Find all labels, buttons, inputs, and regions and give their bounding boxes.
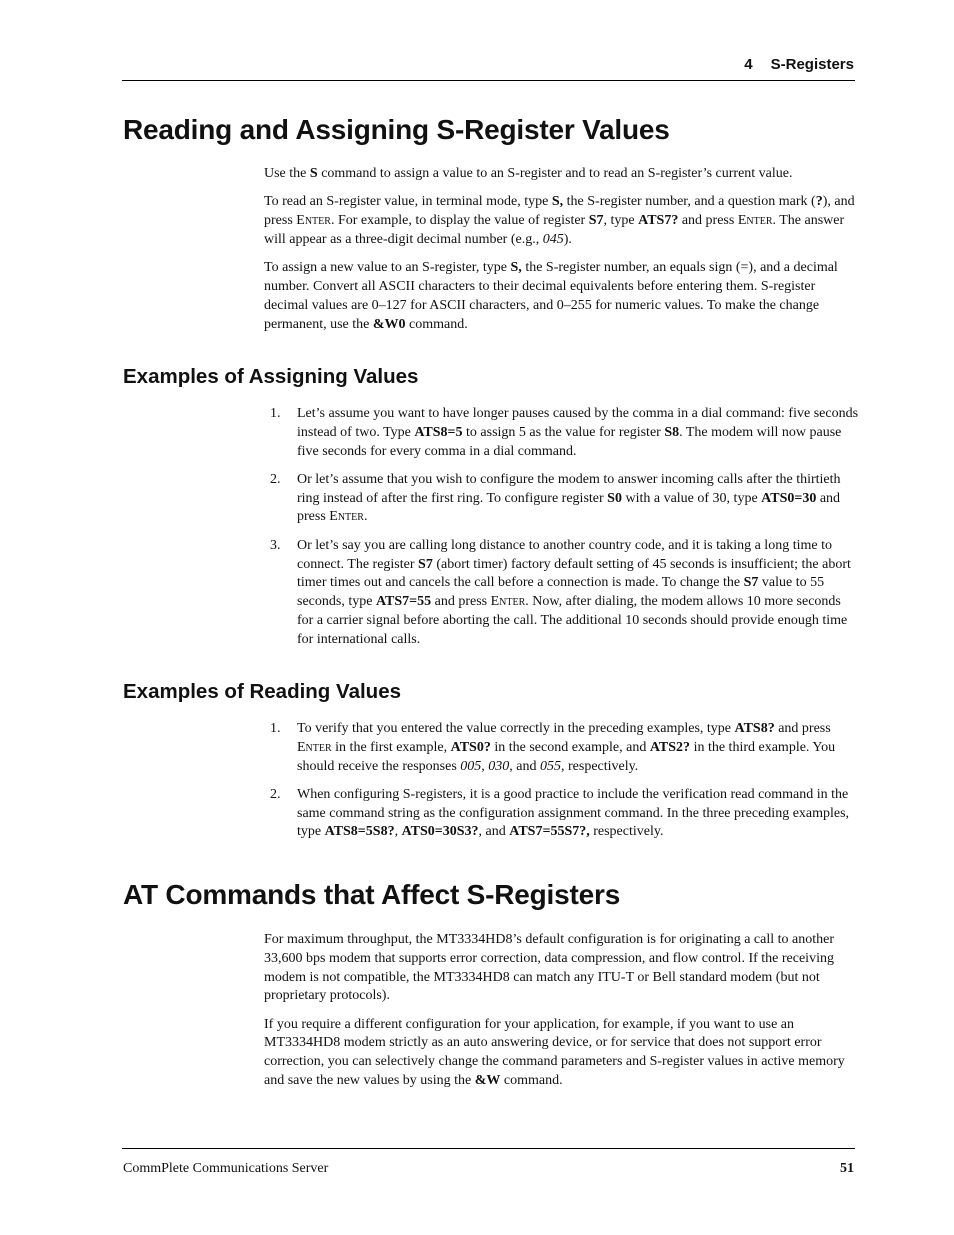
text: and press [431,594,491,610]
response-value: 005 [460,758,482,774]
command-text: S [309,166,318,181]
item-number: 2. [270,471,281,487]
text: in the second example, and [490,739,650,755]
text: ). [563,231,572,247]
command-text: S, [551,194,564,210]
text: Let’s assume you want to have longer pauses caused by the comma in a dial command: five seconds instead of two. Type [297,406,859,440]
text: and press [297,490,841,525]
paragraph [264,1016,859,1091]
text: , type [603,213,639,229]
key-name: Enter [296,213,331,229]
text: (abort timer) factory default setting of 45 seconds is insufficient; the abort timer times out and cancels the call before a connection is made. To change the [297,556,851,591]
assigning-examples-list [270,405,860,659]
text: in the third example. You should receive the responses [297,739,836,774]
list-item [270,405,860,461]
section2-body [264,931,859,1100]
paragraph: For maximum throughput, the MT3334HD8’s default configuration is for originating a call to another 33,600 bps modem that supports error correction, data compression, and flow control. If the receiving modem is not compatible, the MT3334HD8 can match any ITU-T or Bell standard modem (but not proprietary protocols). [264,932,835,1004]
command-text: ATS7? [638,213,679,229]
text: . Now, after dialing, the modem allows 10 more seconds for a carrier signal before aborting the call. The additional 10 seconds should provide enough time for international calls. [297,594,848,647]
text: . The answer will appear as a three-digit decimal number (e.g., [264,213,845,247]
page-number: 51 [840,1161,854,1176]
text: to assign 5 as the value for register [462,424,665,440]
command-text: ATS7=55S7?, [509,824,590,840]
command-text: S7 [743,575,759,591]
response-value: 045 [542,231,564,247]
key-name: Enter [329,509,364,525]
command-text: ? [815,194,823,210]
text: and press [678,213,738,229]
text: . The modem will now pause five seconds for every comma in a dial command. [297,424,842,459]
text: command to assign a value to an S-register and to read an S-register’s current value. [317,166,793,181]
command-text: &W [474,1073,501,1089]
section-title-at-commands: AT Commands that Affect S-Registers [123,879,621,910]
command-text: S0 [607,490,622,506]
paragraph [264,193,859,249]
key-name: Enter [297,739,332,755]
text: command. [500,1073,563,1089]
text: and press [774,721,831,736]
command-text: ATS8=5S8? [324,824,395,840]
header-rule [122,80,855,81]
command-text: ATS0=30 [761,490,817,506]
text: . [363,509,368,525]
key-name: Enter [490,594,526,610]
text: value to 55 seconds, type [297,575,825,610]
item-number: 1. [270,721,281,736]
text: To read an S-register value, in terminal mode, type [264,194,552,210]
text: ), and press [264,194,855,229]
text: , and [478,824,510,840]
text: in the first example, [331,739,451,755]
footer-title: CommPlete Communications Server [123,1161,329,1176]
paragraph [264,165,859,184]
running-header [122,56,854,73]
text: the S-register number, and a question mark ( [563,194,816,210]
command-text: S7 [418,556,433,572]
list-item [270,537,860,650]
command-text: &W0 [372,316,406,332]
command-text: ATS8? [734,721,775,736]
response-value: 030 [488,758,510,774]
list-item [270,471,860,527]
paragraph [264,259,859,334]
text: , respectively. [561,758,639,774]
section1-body [264,165,859,344]
text: Use the [264,166,310,181]
footer-rule [122,1148,855,1149]
subsection-title-reading: Examples of Reading Values [123,680,401,703]
text: command. [405,316,468,332]
list-item [270,786,860,842]
text: , and [509,758,541,774]
item-number: 3. [270,537,281,553]
response-value: 055 [540,758,562,774]
text: When configuring S-registers, it is a good practice to include the verification read command in the same command string as the configuration assignment command. In the three preceding examples, type [297,786,850,840]
text: , [394,824,402,840]
text: . For example, to display the value of register [330,213,589,229]
item-number: 2. [270,786,281,802]
text: , [481,758,489,774]
list-item [270,720,860,776]
text: Or let’s assume that you wish to configure the modem to answer incoming calls after the thirtieth ring instead of after the first ring. To configure register [297,471,841,506]
text: Or let’s say you are calling long distance to another country code, and it is taking a long time to connect. The register [297,537,832,572]
command-text: ATS0=30S3? [401,824,479,840]
command-text: ATS2? [649,739,691,755]
command-text: ATS0? [450,739,491,755]
text: with a value of 30, type [621,490,762,506]
text: To verify that you entered the value correctly in the preceding examples, type [297,721,735,736]
command-text: ATS7=55 [375,594,432,610]
command-text: S7 [588,213,604,229]
chapter-title: S-Registers [770,56,854,73]
text: the S-register number, an equals sign (=), and a decimal number. Convert all ASCII characters to their decimal equivalents before entering them. S-register decimal values are 0–127 for ASCII characters, and 0–255 for numeric values. To make the change permanent, use the [264,260,838,332]
command-text: S8 [664,424,680,440]
subsection-title-assigning: Examples of Assigning Values [123,365,419,388]
section-title-reading-assigning: Reading and Assigning S-Register Values [123,114,670,145]
command-text: S, [510,260,522,276]
chapter-number: 4 [744,56,753,73]
text: To assign a new value to an S-register, type [264,260,511,276]
reading-examples-list [270,720,860,852]
text: If you require a different configuration for your application, for example, if you want to use an MT3334HD8 modem strictly as an auto answering device, or for service that does not support error correction, you can selectively change the command parameters and S-register values in active memory and save the new values by using the [264,1016,845,1089]
item-number: 1. [270,406,281,421]
command-text: ATS8=5 [414,424,463,440]
text: respectively. [589,824,664,840]
key-name: Enter [737,213,773,229]
